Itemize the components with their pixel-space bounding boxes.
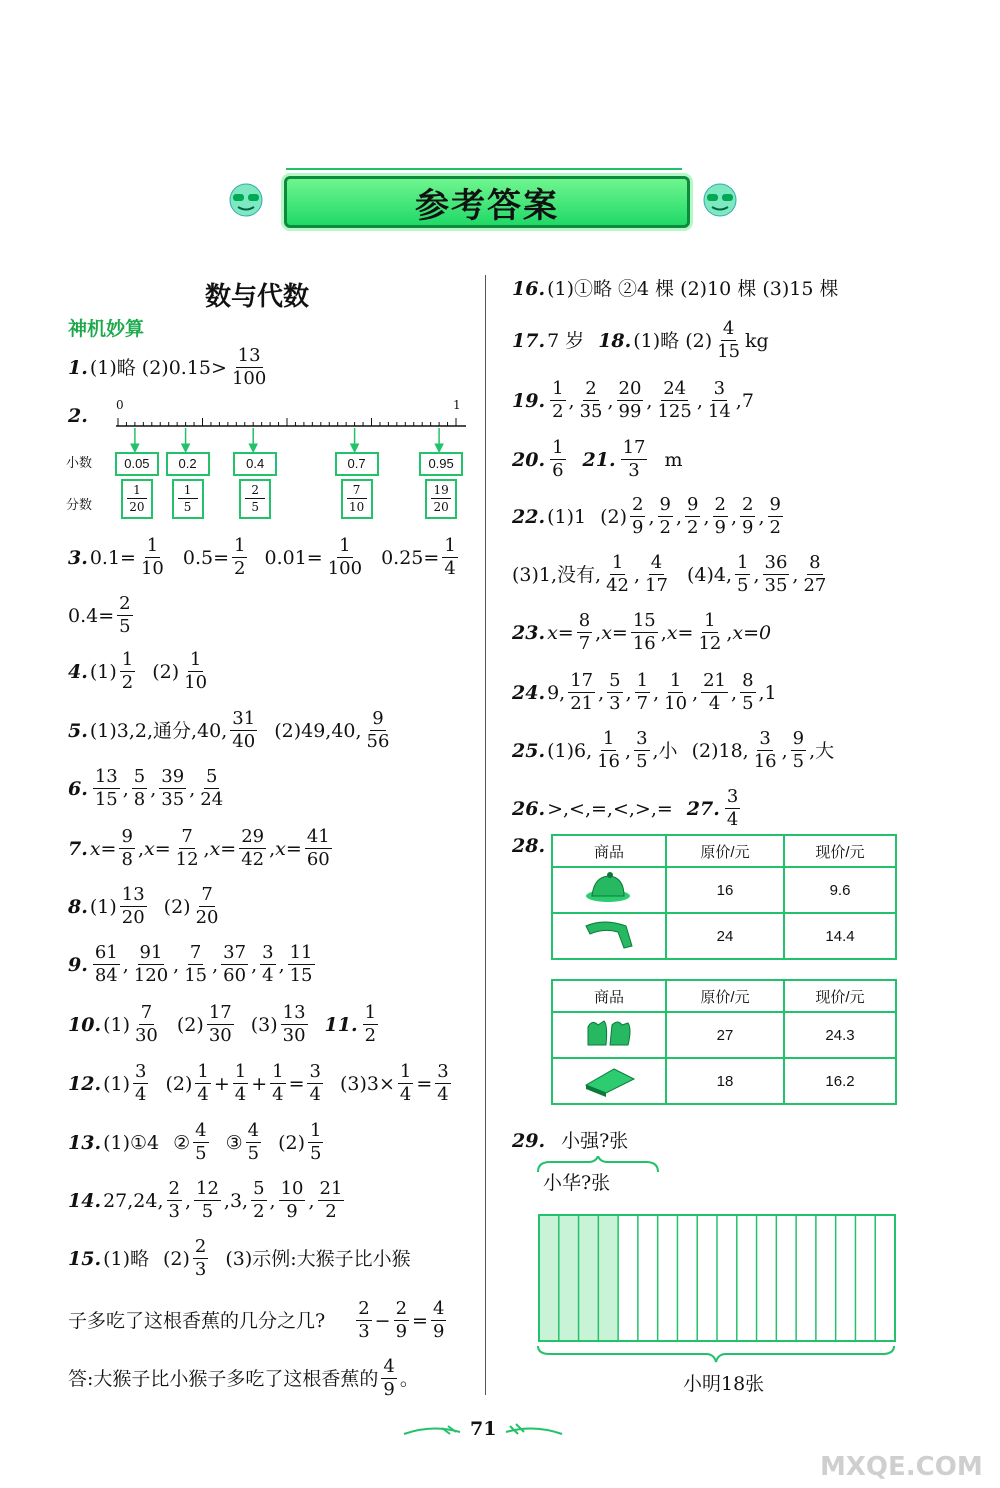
title-banner bbox=[284, 176, 690, 228]
header-original-price: 原价/元 bbox=[666, 980, 784, 1012]
answer-29: 29. 小强?张 bbox=[512, 1130, 629, 1152]
answer-3-cont: 0.4= $\frac{2}{5}$ bbox=[68, 593, 131, 637]
answer-19: 19. $\frac{1}{2}$ , $\frac{2}{35}$ , $\frac{20}{99}$ , $\frac{24}{125}$ , $\frac{3}{14}$ ,7 bbox=[512, 378, 754, 422]
column-divider bbox=[485, 275, 486, 1395]
answer-14: 14. 27,24, $\frac{2}{3}$ , $\frac{12}{5}$ ,3, $\frac{5}{2}$ , $\frac{10}{9}$ , $\frac{21}{2}$ bbox=[68, 1178, 343, 1222]
answer-15-line2: 子多吃了这根香蕉的几分之几? $\frac{2}{3}$ − $\frac{2}{9}$ = $\frac{4}{9}$ bbox=[68, 1298, 445, 1342]
page-title: 参考答案 bbox=[415, 185, 559, 226]
header-rule-bottom bbox=[286, 228, 682, 230]
answer-28-num: 28. bbox=[512, 835, 546, 857]
answer-7: 7. x= $\frac{9}{8}$ , x= $\frac{7}{12}$ , x= $\frac{29}{42}$ , x= $\frac{41}{60}$ bbox=[68, 826, 330, 870]
section-subtitle: 神机妙算 bbox=[68, 318, 145, 340]
answer-22: 22. (1)1 (2) $\frac{2}{9}$ , $\frac{9}{2}$ , $\frac{9}{2}$ , $\frac{2}{9}$ , $\frac{2}{9}$ , $\frac{9}{2}$ bbox=[512, 494, 781, 538]
ruler-start-label: 0 bbox=[116, 398, 124, 412]
answer-13: 13. (1)①4 ② $\frac{4}{5}$ ③ $\frac{4}{5}$ (2) $\frac{1}{5}$ bbox=[68, 1120, 322, 1164]
answer-26-27: 26. >,<,=,<,>,= 27. $\frac{3}{4}$ bbox=[512, 786, 739, 830]
answer-1: 1. (1)略 (2)0.15> $\frac{13}{100}$ bbox=[68, 345, 267, 389]
answer-9: 9. $\frac{61}{84}$ , $\frac{91}{120}$ , $\frac{7}{15}$ , $\frac{37}{60}$ , $\frac{3}{4}$ , $\frac{11}{15}$ bbox=[68, 942, 313, 986]
table-cell: 24.3 bbox=[784, 1012, 896, 1058]
answer-24: 24. 9, $\frac{17}{21}$ , $\frac{5}{3}$ , $\frac{1}{7}$ , $\frac{1}{10}$ , $\frac{21}{4}$ , $\frac{8}{5}$ ,1 bbox=[512, 670, 777, 714]
answer-8: 8. (1) $\frac{13}{20}$ (2) $\frac{7}{20}$ bbox=[68, 884, 219, 928]
table-cell: 16.2 bbox=[784, 1058, 896, 1104]
sun-face-right-icon bbox=[692, 176, 748, 224]
decimal-row-label: 小数 bbox=[66, 456, 93, 471]
decimal-box: 0.2 bbox=[166, 452, 210, 476]
answer-10-11: 10. (1) $\frac{7}{30}$ (2) $\frac{17}{30}$ (3) $\frac{13}{30}$ 11. $\frac{1}{2}$ bbox=[68, 1002, 377, 1046]
sun-face-left-icon bbox=[218, 176, 274, 224]
answer-17-18: 17. 7 岁 18. (1)略 (2) $\frac{4}{15}$ kg bbox=[512, 318, 769, 362]
arrow-head-icon bbox=[249, 444, 257, 452]
answer-5: 5. (1)3,2,通分,40, $\frac{31}{40}$ (2)49,40, $\frac{9}{56}$ bbox=[68, 708, 390, 752]
table-cell: 24 bbox=[666, 913, 784, 959]
arrow-head-icon bbox=[351, 444, 359, 452]
answer-6: 6. $\frac{13}{15}$ , $\frac{5}{8}$ , $\frac{39}{35}$ , $\frac{5}{24}$ bbox=[68, 766, 224, 810]
fraction-box: 7 10 bbox=[341, 479, 373, 519]
footer-ornament-right bbox=[504, 1420, 564, 1440]
header-current-price: 现价/元 bbox=[784, 980, 896, 1012]
hat-icon bbox=[552, 867, 666, 913]
price-table-1 bbox=[551, 834, 897, 960]
answer-15-line3: 答:大猴子比小猴子多吃了这根香蕉的 $\frac{4}{9}$ 。 bbox=[68, 1356, 419, 1400]
ming-label: 小明18张 bbox=[683, 1373, 765, 1395]
decimal-box: 0.95 bbox=[419, 452, 463, 476]
table-cell: 18 bbox=[666, 1058, 784, 1104]
answer-3: 3. 0.1= $\frac{1}{10}$ 0.5= $\frac{1}{2}$ 0.01= $\frac{1}{100}$ 0.25= $\frac{1}{4}$ bbox=[68, 535, 456, 579]
section-title: 数与代数 bbox=[205, 282, 310, 312]
decimal-box: 0.05 bbox=[115, 452, 159, 476]
answer-2-num: 2. bbox=[68, 405, 88, 427]
fraction-box: 1 20 bbox=[121, 479, 153, 519]
fraction-box: 2 5 bbox=[239, 479, 271, 519]
book-icon bbox=[552, 1058, 666, 1104]
decimal-box: 0.4 bbox=[233, 452, 277, 476]
answer-25: 25. (1)6, $\frac{1}{16}$ , $\frac{3}{5}$ ,小 (2)18, $\frac{3}{16}$ , $\frac{9}{5}$ ,大 bbox=[512, 728, 835, 772]
table-cell: 16 bbox=[666, 867, 784, 913]
ruler-end-label: 1 bbox=[453, 398, 461, 412]
arrow-head-icon bbox=[131, 444, 139, 452]
fraction-row-label: 分数 bbox=[66, 498, 93, 513]
header-rule-top bbox=[286, 168, 682, 170]
page-number: 71 bbox=[470, 1418, 497, 1440]
arrow-head-icon bbox=[435, 444, 443, 452]
header-product: 商品 bbox=[552, 835, 666, 867]
price-table-2 bbox=[551, 979, 897, 1105]
brace-bottom bbox=[536, 1344, 898, 1364]
header-product: 商品 bbox=[552, 980, 666, 1012]
bar-diagram bbox=[536, 1212, 898, 1346]
hua-label: 小华?张 bbox=[543, 1172, 611, 1194]
answer-15: 15. (1)略 (2) $\frac{2}{3}$ (3)示例:大猴子比小猴 bbox=[68, 1236, 411, 1280]
watermark: MXQE.COM bbox=[820, 1452, 983, 1482]
fraction-box: 1 5 bbox=[172, 479, 204, 519]
footer-ornament-left bbox=[402, 1420, 462, 1440]
answer-20-21: 20. $\frac{1}{6}$ 21. $\frac{17}{3}$ m bbox=[512, 437, 683, 481]
answer-16: 16. (1)①略 ②4 棵 (2)10 棵 (3)15 棵 bbox=[512, 278, 839, 300]
arrow-head-icon bbox=[182, 444, 190, 452]
fraction-box: 19 20 bbox=[425, 479, 457, 519]
answer-22-cont: (3)1,没有, $\frac{1}{42}$ , $\frac{4}{17}$ (4)4, $\frac{1}{5}$ , $\frac{36}{35}$ , $\frac{8}{27}$ bbox=[512, 552, 827, 596]
decimal-box: 0.7 bbox=[335, 452, 379, 476]
answer-12: 12. (1) $\frac{3}{4}$ (2) $\frac{1}{4}$ + $\frac{1}{4}$ + $\frac{1}{4}$ = $\frac{3}{4}$ (3)3× $\frac{1}{4}$ = $\frac{3}{4}$ bbox=[68, 1061, 449, 1105]
gloves-icon bbox=[552, 1012, 666, 1058]
header-current-price: 现价/元 bbox=[784, 835, 896, 867]
table-cell: 9.6 bbox=[784, 867, 896, 913]
table-cell: 14.4 bbox=[784, 913, 896, 959]
answer-4: 4. (1) $\frac{1}{2}$ (2) $\frac{1}{10}$ bbox=[68, 649, 208, 693]
answer-23: 23. x= $\frac{8}{7}$ , x= $\frac{15}{16}$ , x= $\frac{1}{12}$ , x=0 bbox=[512, 610, 772, 654]
header-original-price: 原价/元 bbox=[666, 835, 784, 867]
scarf-icon bbox=[552, 913, 666, 959]
table-cell: 27 bbox=[666, 1012, 784, 1058]
